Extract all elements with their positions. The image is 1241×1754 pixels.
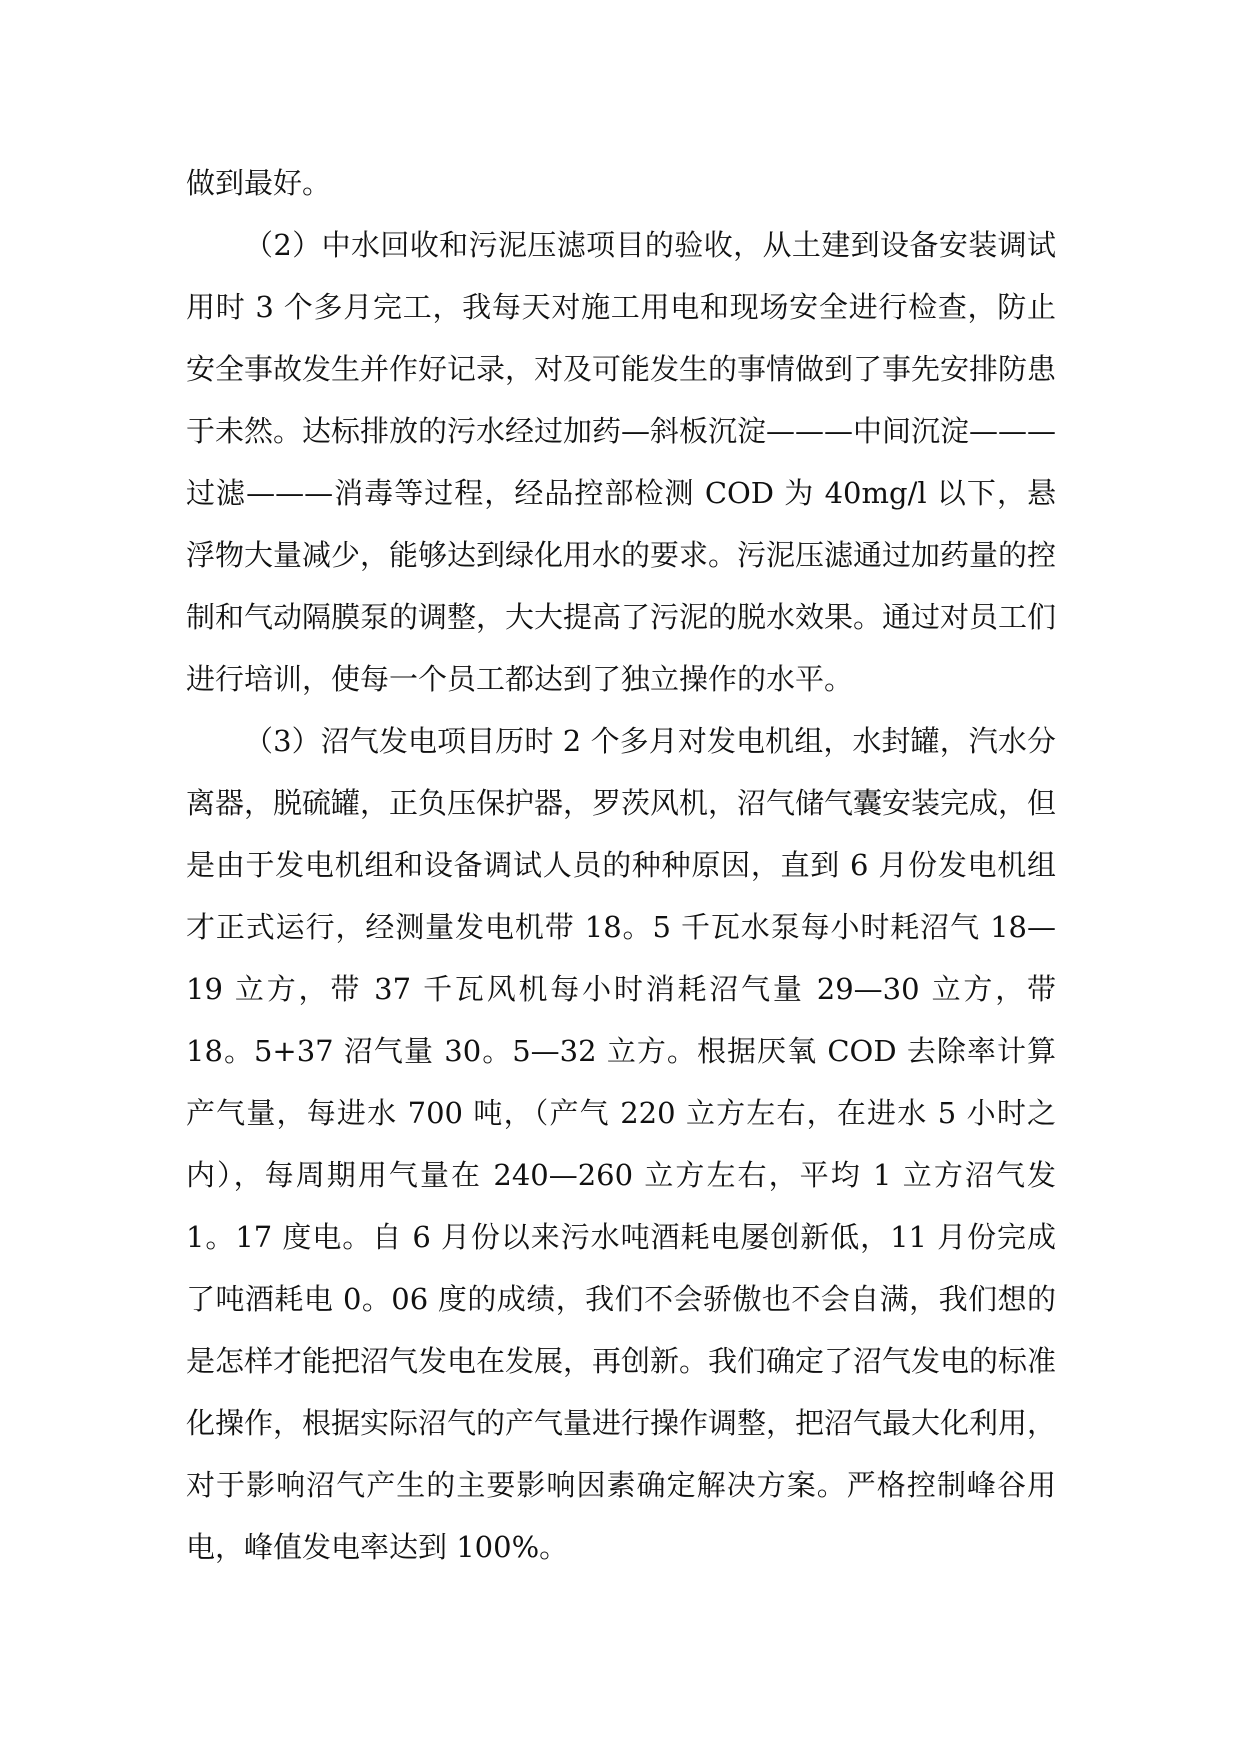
- document-body: [186, 152, 1056, 1578]
- paragraph-reclaimed-water-project: （2）中水回收和污泥压滤项目的验收，从土建到设备安装调试用时 3 个多月完工，我每天对施工用电和现场安全进行检查，防止安全事故发生并作好记录，对及可能发生的事情做到了事先安排防患于未然。达标排放的污水经过加药—斜板沉淀———中间沉淀———过滤———消毒等过程，经品控部检测 COD 为 40mg/l 以下，悬浮物大量减少，能够达到绿化用水的要求。污泥压滤通过加药量的控制和气动隔膜泵的调整，大大提高了污泥的脱水效果。通过对员工们进行培训，使每一个员工都达到了独立操作的水平。: [186, 228, 1057, 696]
- paragraph-continuation: 做到最好。: [186, 166, 332, 200]
- paragraph-biogas-power-project: （3）沼气发电项目历时 2 个多月对发电机组，水封罐，汽水分离器，脱硫罐，正负压保护器，罗茨风机，沼气储气囊安装完成，但是由于发电机组和设备调试人员的种种原因，直到 6 月份发电机组才正式运行，经测量发电机带 18。5 千瓦水泵每小时耗沼气 18—19 立方，带 37 千瓦风机每小时消耗沼气量 29—30 立方，带 18。5+37 沼气量 30。5—32 立方。根据厌氧 COD 去除率计算产气量，每进水 700 吨，（产气 220 立方左右，在进水 5 小时之内），每周期用气量在 240—260 立方左右，平均 1 立方沼气发 1。17 度电。自 6 月份以来污水吨酒耗电屡创新低，11 月份完成了吨酒耗电 0。06 度的成绩，我们不会骄傲也不会自满，我们想的是怎样才能把沼气发电在发展，再创新。我们确定了沼气发电的标准化操作，根据实际沼气的产气量进行操作调整，把沼气最大化利用，对于影响沼气产生的主要影响因素确定解决方案。严格控制峰谷用电，峰值发电率达到 100%。: [186, 724, 1057, 1564]
